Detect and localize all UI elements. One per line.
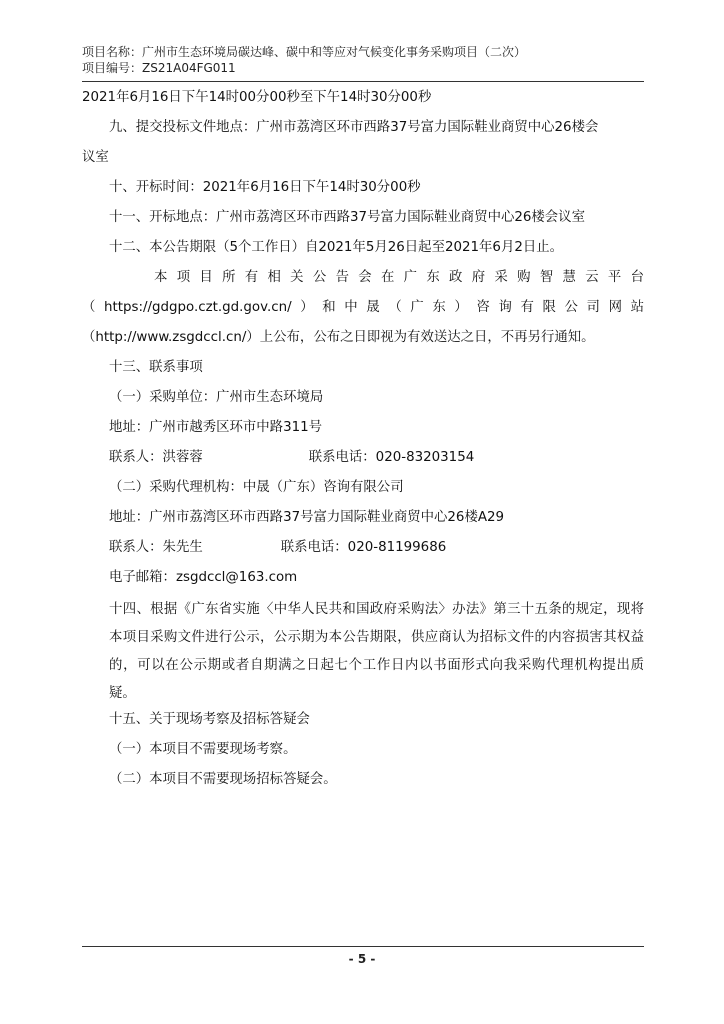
- page-number: - 5 -: [348, 952, 376, 966]
- agent-phone: 联系电话：020-81199686: [280, 540, 447, 555]
- purchaser-heading: （一）采购单位：广州市生态环境局: [109, 390, 324, 405]
- agent-address: 地址：广州市荔湾区环市西路37号富力国际鞋业商贸中心26楼A29: [109, 510, 505, 525]
- purchaser-address: 地址：广州市越秀区环市中路311号: [109, 420, 323, 435]
- purchaser-contact-row: [82, 446, 644, 476]
- item-9-submission-location: 九、提交投标文件地点：广州市荔湾区环市西路37号富力国际鞋业商贸中心26楼会: [109, 120, 599, 135]
- agent-contact-person: 联系人：朱先生: [109, 540, 203, 555]
- page-header: [82, 44, 644, 76]
- notice-publication-line-2: （https://gdgpo.czt.gd.gov.cn/）和中晟（广东）咨询有限公司网站: [82, 300, 644, 315]
- item-11-opening-location: 十一、开标地点：广州市荔湾区环市西路37号富力国际鞋业商贸中心26楼会议室: [109, 210, 585, 225]
- agent-email: 电子邮箱：zsgdccl@163.com: [109, 570, 298, 585]
- project-name: 项目名称：广州市生态环境局碳达峰、碳中和等应对气候变化事务采购项目（二次）: [82, 45, 527, 59]
- item-15-sub-1: （一）本项目不需要现场考察。: [109, 742, 297, 757]
- purchaser-contact-person: 联系人：洪蓉蓉: [109, 450, 203, 465]
- agent-contact-row: [82, 536, 644, 566]
- item-9-continuation: 议室: [82, 150, 109, 165]
- notice-publication-line-3: （http://www.zsgdccl.cn/）上公布，公布之日即视为有效送达之日，不再另行通知。: [82, 330, 595, 345]
- purchaser-phone: 联系电话：020-83203154: [308, 450, 475, 465]
- item-15-site-visit: 十五、关于现场考察及招标答疑会: [109, 712, 310, 727]
- item-15-sub-2: （二）本项目不需要现场招标答疑会。: [109, 772, 337, 787]
- footer-divider: [82, 946, 644, 947]
- item-13-contacts: 十三、联系事项: [109, 360, 203, 375]
- item-12-notice-period: 十二、本公告期限（5个工作日）自2021年5月26日起至2021年6月2日止。: [109, 240, 564, 255]
- item-10-opening-time: 十、开标时间：2021年6月16日下午14时30分00秒: [109, 180, 421, 195]
- deadline-continuation: 2021年6月16日下午14时00分00秒至下午14时30分00秒: [82, 90, 432, 105]
- notice-publication-line-1: 本项目所有相关公告会在广东政府采购智慧云平台: [154, 270, 644, 285]
- agent-heading: （二）采购代理机构：中晟（广东）咨询有限公司: [109, 480, 404, 495]
- document-body: [82, 86, 644, 798]
- header-divider: [82, 81, 644, 82]
- item-14-publicity-clause: 十四、根据《广东省实施〈中华人民共和国政府采购法〉办法》第三十五条的规定，现将本项目采购文件进行公示，公示期为本公告期限，供应商认为招标文件的内容损害其权益的，可以在公示期或者自期满之日起七个工作日内以书面形式向我采购代理机构提出质疑。: [109, 602, 644, 701]
- project-number: 项目编号：ZS21A04FG011: [82, 61, 236, 75]
